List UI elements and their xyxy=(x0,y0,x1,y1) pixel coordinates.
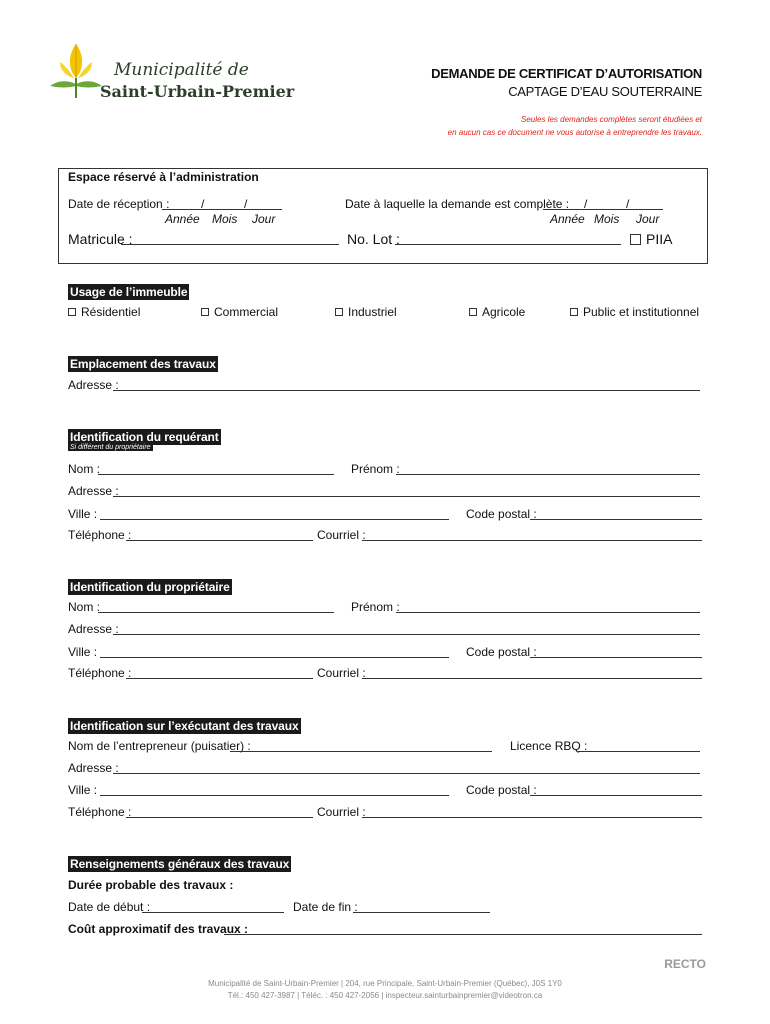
requerant-subtitle: Si différent du propriétaire xyxy=(70,444,151,451)
proprietaire-prenom-field[interactable] xyxy=(396,612,700,613)
checkbox[interactable] xyxy=(469,308,477,316)
proprietaire-adresse-field[interactable] xyxy=(113,634,700,635)
proprietaire-ville-field[interactable] xyxy=(100,657,449,658)
requerant-prenom-label: Prénom : xyxy=(351,462,400,476)
requerant-code-postal-label: Code postal : xyxy=(466,507,537,521)
executant-telephone-field[interactable] xyxy=(126,817,313,818)
executant-telephone-label: Téléphone : xyxy=(68,805,132,819)
proprietaire-ville-label: Ville : xyxy=(68,645,98,659)
requerant-courriel-label: Courriel : xyxy=(317,528,366,542)
requerant-ville-field[interactable] xyxy=(100,519,449,520)
date-fin-label: Date de fin : xyxy=(293,900,358,914)
complete-year-label: Année xyxy=(550,212,585,226)
usage-section-title: Usage de l’immeuble xyxy=(70,285,188,299)
requerant-telephone-field[interactable] xyxy=(126,540,313,541)
reception-date-slash-1: / xyxy=(201,197,205,211)
notice-line-2: en aucun cas ce document ne vous autorise à entreprendre les travaux. xyxy=(447,128,702,137)
logo-line-1: Municipalité de xyxy=(114,60,249,80)
requerant-ville-label: Ville : xyxy=(68,507,98,521)
executant-adresse-label: Adresse : xyxy=(68,761,119,775)
executant-ville-field[interactable] xyxy=(100,795,449,796)
date-debut-field[interactable] xyxy=(142,912,284,913)
proprietaire-telephone-label: Téléphone : xyxy=(68,666,132,680)
municipality-logo xyxy=(48,38,295,102)
date-debut-label: Date de début : xyxy=(68,900,151,914)
cout-field[interactable] xyxy=(224,934,702,935)
usage-option-commercial[interactable]: Commercial xyxy=(201,305,278,319)
executant-courriel-label: Courriel : xyxy=(317,805,366,819)
reception-day-label: Jour xyxy=(252,212,276,226)
requerant-adresse-label: Adresse : xyxy=(68,484,119,498)
complete-date-label: Date à laquelle la demande est complète : xyxy=(345,197,570,211)
requerant-adresse-field[interactable] xyxy=(113,496,700,497)
requerant-code-postal-field[interactable] xyxy=(530,519,702,520)
usage-option-industriel[interactable]: Industriel xyxy=(335,305,397,319)
lot-field[interactable] xyxy=(395,244,621,245)
piia-checkbox-row[interactable] xyxy=(630,231,672,247)
reception-date-field[interactable] xyxy=(162,209,282,210)
executant-code-postal-field[interactable] xyxy=(530,795,702,796)
lot-label: No. Lot : xyxy=(347,231,400,247)
matricule-label: Matricule : xyxy=(68,231,133,247)
logo-line-2: Saint-Urbain-Premier xyxy=(100,82,295,101)
requerant-nom-field[interactable] xyxy=(98,474,334,475)
complete-date-slash-1: / xyxy=(584,197,588,211)
executant-section-title: Identification sur l’exécutant des travaux xyxy=(70,719,299,733)
proprietaire-nom-field[interactable] xyxy=(98,612,334,613)
executant-courriel-field[interactable] xyxy=(362,817,702,818)
emplacement-adresse-field[interactable] xyxy=(113,390,700,391)
proprietaire-courriel-field[interactable] xyxy=(362,678,702,679)
executant-code-postal-label: Code postal : xyxy=(466,783,537,797)
travaux-section-title: Renseignements généraux des travaux xyxy=(70,857,290,871)
cout-label: Coût approximatif des travaux : xyxy=(68,922,249,936)
usage-option-public[interactable]: Public et institutionnel xyxy=(570,305,699,319)
piia-checkbox[interactable] xyxy=(630,234,641,245)
requerant-prenom-field[interactable] xyxy=(396,474,700,475)
reception-year-label: Année xyxy=(165,212,200,226)
executant-ville-label: Ville : xyxy=(68,783,98,797)
emplacement-adresse-label: Adresse : xyxy=(68,378,119,392)
page-marker: RECTO xyxy=(664,957,706,971)
proprietaire-code-postal-field[interactable] xyxy=(530,657,702,658)
proprietaire-telephone-field[interactable] xyxy=(126,678,313,679)
proprietaire-courriel-label: Courriel : xyxy=(317,666,366,680)
reception-month-label: Mois xyxy=(212,212,238,226)
form-title: DEMANDE DE CERTIFICAT D’AUTORISATION xyxy=(431,66,702,81)
entrepreneur-label: Nom de l’entrepreneur (puisatier) : xyxy=(68,739,251,753)
admin-title: Espace réservé à l’administration xyxy=(68,170,259,184)
licence-rbq-label: Licence RBQ : xyxy=(510,739,588,753)
entrepreneur-field[interactable] xyxy=(230,751,492,752)
reception-date-slash-2: / xyxy=(244,197,248,211)
matricule-field[interactable] xyxy=(121,244,339,245)
piia-label: PIIA xyxy=(646,231,673,247)
reception-date-label: Date de réception : xyxy=(68,197,170,211)
form-subtitle: CAPTAGE D’EAU SOUTERRAINE xyxy=(508,84,702,99)
requerant-nom-label: Nom : xyxy=(68,462,101,476)
date-fin-field[interactable] xyxy=(353,912,490,913)
executant-adresse-field[interactable] xyxy=(113,773,700,774)
licence-rbq-field[interactable] xyxy=(578,751,700,752)
complete-date-slash-2: / xyxy=(626,197,630,211)
usage-option-residentiel[interactable]: Résidentiel xyxy=(68,305,140,319)
emplacement-section-title: Emplacement des travaux xyxy=(70,357,216,371)
proprietaire-adresse-label: Adresse : xyxy=(68,622,119,636)
complete-day-label: Jour xyxy=(636,212,660,226)
notice-line-1: Seules les demandes complètes seront étudiées et xyxy=(521,115,702,124)
requerant-courriel-field[interactable] xyxy=(362,540,702,541)
proprietaire-code-postal-label: Code postal : xyxy=(466,645,537,659)
requerant-section-title: Identification du requérant xyxy=(70,430,219,444)
wheat-sprout-icon xyxy=(48,38,104,102)
proprietaire-nom-label: Nom : xyxy=(68,600,101,614)
usage-option-agricole[interactable]: Agricole xyxy=(469,305,525,319)
checkbox[interactable] xyxy=(68,308,76,316)
complete-month-label: Mois xyxy=(594,212,620,226)
checkbox[interactable] xyxy=(570,308,578,316)
requerant-telephone-label: Téléphone : xyxy=(68,528,132,542)
duree-label: Durée probable des travaux : xyxy=(68,878,234,892)
proprietaire-section-title: Identification du propriétaire xyxy=(70,580,230,594)
footer-contact: Tél.: 450 427-3987 | Téléc. : 450 427-2056 | inspecteur.sainturbainpremier@videotron.ca xyxy=(227,991,543,1000)
checkbox[interactable] xyxy=(201,308,209,316)
complete-date-field[interactable] xyxy=(543,209,663,210)
checkbox[interactable] xyxy=(335,308,343,316)
proprietaire-prenom-label: Prénom : xyxy=(351,600,400,614)
footer-address: Municipalité de Saint-Urbain-Premier | 204, rue Principale, Saint-Urbain-Premier (Québec), J0S 1Y0 xyxy=(208,979,562,988)
